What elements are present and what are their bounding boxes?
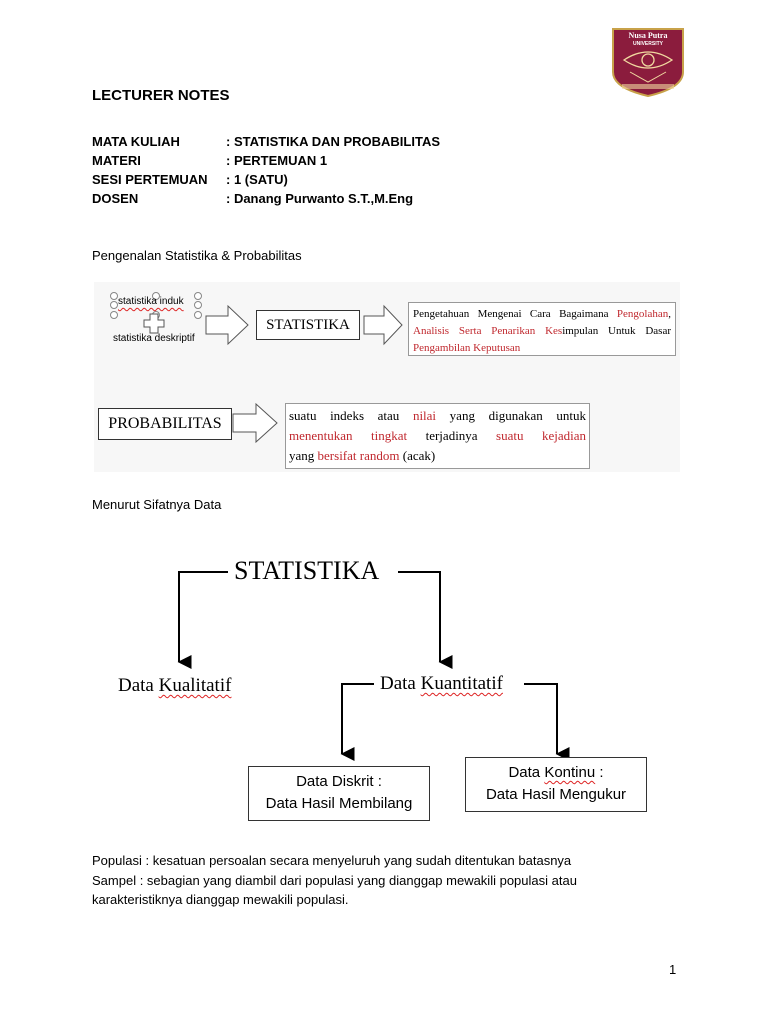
selection-handle	[152, 311, 160, 319]
section-heading-pengenalan: Pengenalan Statistika & Probabilitas	[92, 248, 302, 263]
data-kontinu-box	[465, 757, 647, 812]
probabilitas-box: PROBABILITAS	[98, 408, 232, 440]
logo-subtitle: UNIVERSITY	[632, 41, 663, 47]
meta-value: : 1 (SATU)	[226, 172, 288, 187]
statistika-definition-box: Pengetahuan Mengenai Cara Bagaimana Pengolahan, Analisis Serta Penarikan Kesimpulan Untuk Dasar Pengambilan Keputusan	[408, 302, 676, 356]
connector-line	[179, 572, 228, 662]
connector-line	[524, 684, 557, 754]
meta-value: : PERTEMUAN 1	[226, 153, 328, 168]
meta-value: : Danang Purwanto S.T.,M.Eng	[226, 191, 414, 206]
selection-handle	[194, 311, 202, 319]
data-kualitatif-label: Data Kualitatif	[118, 675, 232, 696]
meta-materi	[92, 153, 328, 168]
connector-line	[342, 684, 374, 754]
meta-label: SESI PERTEMUAN	[92, 172, 208, 187]
diskrit-line2: Data Hasil Membilang	[265, 795, 413, 812]
meta-sesi	[92, 172, 288, 187]
meta-dosen	[92, 191, 414, 206]
meta-mata-kuliah	[92, 134, 441, 149]
selection-handle	[110, 301, 118, 309]
meta-label: DOSEN	[92, 191, 139, 206]
meta-value: : STATISTIKA DAN PROBABILITAS	[226, 134, 441, 149]
definition-sampel-line1: Sampel : sebagian yang diambil dari populasi yang dianggap mewakili populasi atau	[92, 873, 577, 888]
tree-root-statistika: STATISTIKA	[234, 556, 380, 585]
definition-sampel-line2: karakteristiknya dianggap mewakili populasi.	[92, 892, 349, 907]
selection-handle	[110, 292, 118, 300]
meta-label: MATERI	[92, 153, 141, 168]
page-title: LECTURER NOTES	[92, 87, 230, 104]
selection-handle	[194, 292, 202, 300]
probabilitas-definition-box: suatu indeks atau nilai yang digunakan untuk menentukan tingkat terjadinya suatu kejadian yang bersifat random (acak)	[285, 403, 590, 469]
section-heading-sifat-data: Menurut Sifatnya Data	[92, 497, 222, 512]
statistika-deskriptif-label: statistika deskriptif	[113, 333, 195, 344]
kontinu-line2: Data Hasil Mengukur	[485, 786, 627, 803]
connector-line	[398, 572, 440, 662]
statistika-box: STATISTIKA	[256, 310, 360, 340]
diskrit-line1: Data Diskrit :	[296, 773, 382, 790]
data-kuantitatif-label: Data Kuantitatif	[380, 673, 503, 694]
university-logo	[610, 26, 686, 98]
kontinu-line1: Data Kontinu :	[508, 764, 604, 781]
selection-handle	[194, 301, 202, 309]
statistika-induk-label: statistika induk	[118, 296, 184, 307]
selection-handle	[110, 311, 118, 319]
meta-label: MATA KULIAH	[92, 134, 180, 149]
logo-name: Nusa Putra	[628, 31, 668, 40]
data-diskrit-box	[248, 766, 430, 821]
page-number: 1	[669, 962, 677, 977]
definition-populasi: Populasi : kesatuan persoalan secara menyeluruh yang sudah ditentukan batasnya	[92, 853, 572, 868]
